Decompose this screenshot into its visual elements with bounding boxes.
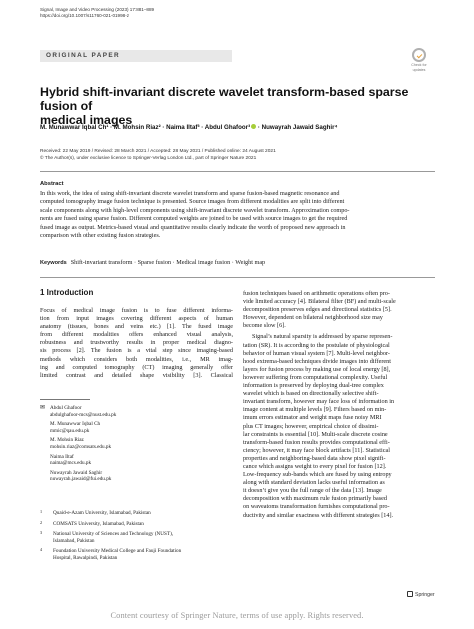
contact-name: Naima Iltaf xyxy=(50,453,74,460)
affiliation-text: Foundation University Medical College and Fauji Foundation xyxy=(53,548,182,555)
contact-name: Nuwayrah Jawaid Saghir xyxy=(50,469,103,476)
body-line: Signal’s natural sparsity is addressed by sparse represen- xyxy=(252,333,393,341)
body-line: ing and computed tomography (CT) imaging generally offer xyxy=(40,363,233,371)
check-updates-label-2: updates xyxy=(412,68,426,72)
body-line: lar constraints is essential [10]. Multi-scale discrete cosine xyxy=(243,430,388,438)
body-line: plus CT images; however, empirical choice of dissimi- xyxy=(243,422,379,430)
abstract-text xyxy=(40,190,436,240)
contact-entry xyxy=(50,454,233,467)
abstract-line: scale components along with high-level components using shift-invariant discrete wavelet transform. Approximation compo- xyxy=(40,206,350,214)
body-line: however suffering from computational complexity. Useful xyxy=(243,373,388,381)
contact-entry xyxy=(50,437,233,450)
contact-email[interactable]: nuwayrah.jawaid@fui.edu.pk xyxy=(50,476,112,483)
affiliation-text: Quaid-e-Azam University, Islamabad, Pakistan xyxy=(53,510,151,516)
affiliation-entry xyxy=(40,548,233,561)
keywords-text: Shift-invariant transform · Sparse fusion · Medical image fusion · Weight map xyxy=(70,259,266,266)
author-list xyxy=(40,124,440,132)
keywords xyxy=(40,259,436,267)
body-line: properties and neighboring-based data show pixel signifi- xyxy=(243,454,386,462)
body-line: hood extrema-based techniques divide images into different xyxy=(243,357,391,365)
body-line: layers for fusion process by making use of local energy [8], xyxy=(243,365,391,373)
paragraph-sparsity xyxy=(243,333,436,519)
section-heading-introduction: 1 Introduction xyxy=(40,288,94,297)
affiliation-text: Islamabad, Pakistan xyxy=(53,537,95,544)
envelope-icon: ✉ xyxy=(40,405,46,411)
affiliation-number: 3 xyxy=(40,530,43,536)
publisher-name: Springer xyxy=(415,592,435,598)
body-line: methods which considers both modalities, i.e., MR imag- xyxy=(40,355,233,363)
check-updates-label-1: Check for xyxy=(411,63,427,67)
springer-logo-icon xyxy=(407,591,413,597)
paper-type-banner: ORIGINAL PAPER xyxy=(40,50,232,62)
doi-line[interactable]: https://doi.org/10.1007/s11760-021-01998-z xyxy=(40,13,130,18)
body-line: tion from input images covering different aspects of human xyxy=(40,315,233,323)
affiliation-entry xyxy=(40,531,233,544)
body-line: become slow [6]. xyxy=(243,322,286,330)
body-line: However, dependent on bilateral neighborhood size may xyxy=(243,314,383,322)
affiliation-number: 1 xyxy=(40,509,43,514)
abstract-line: comparison with other existing fusion strategies. xyxy=(40,232,161,240)
body-line: along with standard deviation lacks useful information as xyxy=(243,479,385,487)
body-line: Focus of medical image fusion is to fuse different informa- xyxy=(40,307,233,314)
contact-email[interactable]: mohsin.riaz@comsats.edu.pk xyxy=(50,443,112,450)
check-updates-icon xyxy=(412,48,426,62)
abstract-line: fused image as output. Metrics-based visual and quantitative results clearly indicate the worth of proposed new approach in xyxy=(40,223,346,231)
body-line: information is preserved by deploying dual-tree complex xyxy=(243,382,384,390)
body-line: decomposition preserves edges and directional statistics [5]. xyxy=(243,306,392,314)
paragraph-continued xyxy=(243,290,436,330)
authors-text: M. Munawwar Iqbal Ch¹ · M. Mohsin Riaz² · Naima Iltaf³ · Abdul Ghafoor³ xyxy=(40,124,251,131)
contact-entry xyxy=(50,405,233,418)
affiliation-entry xyxy=(40,521,233,528)
history-dates: Received: 22 May 2019 / Revised: 28 March 2021 / Accepted: 28 May 2021 / Published online: 24 August 2021 xyxy=(40,149,276,154)
check-for-updates-badge[interactable] xyxy=(402,48,436,72)
body-line: on waveatoms transformation furnishes computational pro- xyxy=(243,503,390,511)
body-line: tation (SR). It is according to the postulate of physiological xyxy=(243,341,390,349)
contact-email[interactable]: mmic@qau.edu.pk xyxy=(50,427,90,434)
contact-name: Abdul Ghafoor xyxy=(50,405,82,411)
body-line: behavior of human visual system [7]. Multi-level neighbor- xyxy=(243,349,390,357)
journal-name-line: Signal, Image and Video Processing (2023) 17:881–889 xyxy=(40,7,155,12)
body-line: transform-based fusion results provides computational effi- xyxy=(243,438,390,446)
contact-email[interactable]: abdulghafoor-mcs@nust.edu.pk xyxy=(50,411,117,418)
body-line: image content at multiple levels [9]. Filters based on min- xyxy=(243,406,387,414)
publisher-mark xyxy=(407,591,435,598)
title-line-1: Hybrid shift-invariant discrete wavelet transform-based sparse fusion of xyxy=(40,85,409,113)
affiliation-text: National University of Sciences and Technology (NUST), xyxy=(53,531,174,538)
abstract-line: nents are fused using sparse fusion. Different computed weights are joined to be used with source images to get the required xyxy=(40,215,348,223)
contact-name: M. Mohsin Riaz xyxy=(50,437,84,444)
corresponding-contacts xyxy=(40,405,233,486)
body-line: anatomy (tissues, bones and veins etc.) [1]. The fused image xyxy=(40,323,233,331)
body-line: wavelet which is based on directionally selective shift- xyxy=(243,390,379,398)
body-line: ductivity and similar exactness with different strategies [14]. xyxy=(243,511,394,519)
body-line: decomposition with maximum rule fusion primarily based xyxy=(243,495,388,503)
header-divider xyxy=(40,171,435,172)
body-line: it doesn’t give you the full range of the data [13]. Image xyxy=(243,487,382,495)
abstract-line: computed tomography image fusion technique is presented. Source images from different modalities are split into different xyxy=(40,198,345,206)
publication-dates xyxy=(40,149,276,162)
keywords-divider xyxy=(40,277,435,278)
copyright-line: © The Author(s), under exclusive licence to Springer-Verlag London Ltd., part of Springer Nature 2021 xyxy=(40,155,257,161)
affiliation-number: 4 xyxy=(40,547,43,553)
affiliation-entry xyxy=(40,510,233,517)
body-line: limited contrast and detailed shape visibility [3]. Classical xyxy=(40,371,233,379)
abstract-heading: Abstract xyxy=(40,181,64,187)
contact-entry xyxy=(50,470,233,483)
journal-citation xyxy=(40,7,154,19)
body-line: imum errors estimator and weight maps fuse noisy MRI xyxy=(243,414,382,422)
footnote-divider xyxy=(40,399,90,400)
body-line: robustness and trustworthy results in proper medical diagno- xyxy=(40,339,233,347)
body-line: Low-frequency sub-bands which are fused by using entropy xyxy=(243,471,392,479)
abstract-line: In this work, the idea of using shift-invariant discrete wavelet transform and sparse fusion-based magnetic resonance and xyxy=(40,190,340,197)
affiliations xyxy=(40,510,233,566)
body-line: vide limited accuracy [4]. Bilateral filter (BF) and multi-scale xyxy=(243,298,396,306)
body-line: from different modalities offers enhanced visual analysis, xyxy=(40,331,233,339)
body-line: invariant transform, however may face loss of information in xyxy=(243,398,395,406)
title-line-2: medical images xyxy=(40,113,133,127)
body-line: sis process [2]. The fusion is a vital step since imaging-based xyxy=(40,347,233,355)
contact-entry xyxy=(50,421,233,434)
affiliation-number: 2 xyxy=(40,519,43,525)
affiliation-text: COMSATS University, Islamabad, Pakistan xyxy=(53,520,144,527)
body-line: ciency; however, it may face block artifacts [11]. Statistical xyxy=(243,446,390,454)
intro-left-column xyxy=(40,307,233,380)
body-line: fusion techniques based on arithmetic operations often pro- xyxy=(243,290,390,297)
affiliation-text: Hospital, Rawalpindi, Pakistan xyxy=(53,554,118,561)
intro-right-column xyxy=(243,290,436,520)
contact-name: M. Munawwar Iqbal Ch xyxy=(50,421,101,428)
article-title xyxy=(40,85,420,127)
contact-email[interactable]: naima@mcs.edu.pk xyxy=(50,460,92,467)
keywords-label: Keywords xyxy=(40,260,67,266)
courtesy-footer: Content courtesy of Springer Nature, terms of use apply. Rights reserved. xyxy=(110,611,364,620)
body-line: cance which assigns weight to every pixel for fusion [12]. xyxy=(243,462,387,470)
authors-text-tail: · Nuwayrah Jawaid Saghir⁴ xyxy=(256,124,338,131)
